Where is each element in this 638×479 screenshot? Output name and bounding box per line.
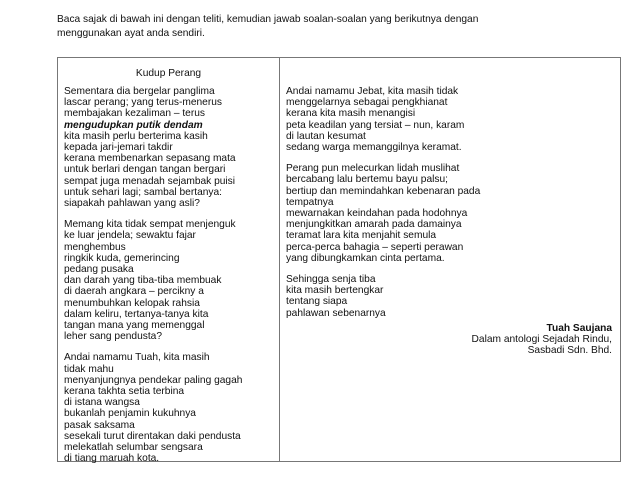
poem-line: pasak saksama bbox=[64, 419, 135, 431]
poem-line: tidak mahu bbox=[64, 363, 114, 375]
poem-line: dan darah yang tiba-tiba membuak bbox=[64, 275, 222, 287]
instruction-text bbox=[57, 13, 617, 41]
poem-line: pahlawan sebenarnya bbox=[286, 307, 386, 319]
instruction-line: Baca sajak di bawah ini dengan teliti, kemudian jawab soalan-soalan yang berikutnya dengan bbox=[57, 14, 479, 25]
poem-line: kita masih perlu berterima kasih bbox=[64, 130, 208, 142]
poem-line: peta keadilan yang tersiat – nun, karam bbox=[286, 119, 465, 131]
stanza bbox=[64, 352, 276, 464]
poem-line: lascar perang; yang terus-menerus bbox=[64, 97, 222, 109]
poem-author: Tuah Saujana bbox=[546, 323, 612, 334]
poem-line: sesekali turut direntakan daki pendusta bbox=[64, 430, 241, 442]
poem-line: yang dibungkamkan cinta pertama. bbox=[286, 252, 445, 264]
stanza bbox=[286, 86, 558, 153]
poem-line: membajakan kezaliman – terus bbox=[64, 108, 205, 120]
poem-line: tentang siapa bbox=[286, 296, 348, 308]
poem-line: menggelarnya sebagai pengkhianat bbox=[286, 97, 448, 109]
poem-line: Perang pun melecurkan lidah muslihat bbox=[286, 163, 460, 175]
poem-line: mengudupkan putik dendam bbox=[64, 119, 203, 131]
attribution bbox=[472, 323, 612, 357]
stanza bbox=[64, 219, 276, 342]
poem-line: kerana kita masih menangisi bbox=[286, 108, 416, 120]
stanza bbox=[64, 86, 276, 209]
poem-line: teramat lara kita menjahit semula bbox=[286, 230, 437, 242]
poem-line: tangan mana yang memenggal bbox=[64, 320, 205, 332]
poem-line: di istana wangsa bbox=[64, 397, 140, 409]
poem-line: dalam keliru, tertanya-tanya kita bbox=[64, 308, 209, 320]
poem-line: ringkik kuda, gemerincing bbox=[64, 252, 180, 264]
poem-line: pedang pusaka bbox=[64, 264, 134, 276]
poem-title: Kudup Perang bbox=[135, 68, 202, 79]
poem-line: leher sang pendusta? bbox=[64, 331, 162, 343]
poem-line: Memang kita tidak sempat menjenguk bbox=[64, 219, 236, 231]
poem-line: tempatnya bbox=[286, 196, 334, 208]
poem-line: mewarnakan keindahan pada hodohnya bbox=[286, 208, 468, 220]
left-stanzas bbox=[64, 86, 276, 475]
poem-right-column bbox=[280, 58, 620, 461]
poem-line: Sementara dia bergelar panglima bbox=[64, 86, 215, 97]
poem-line: menumbuhkan kelopak rahsia bbox=[64, 297, 200, 309]
poem-line: di lautan kesumat bbox=[286, 130, 366, 142]
poem-line: siapakah pahlawan yang asli? bbox=[64, 198, 200, 210]
publisher-line: Sasbadi Sdn. Bhd. bbox=[527, 345, 612, 357]
poem-line: untuk sehari lagi; sambal bertanya: bbox=[64, 186, 222, 198]
poem-line: menyanjungnya pendekar paling gagah bbox=[64, 374, 243, 386]
poem-line: untuk berlari dengan tangan bergari bbox=[64, 164, 226, 176]
poem-line: kerana takhta setia terbina bbox=[64, 386, 185, 398]
poem-line: melekatlah selumbar sengsara bbox=[64, 442, 203, 454]
poem-table bbox=[57, 57, 621, 465]
stanza bbox=[286, 163, 558, 264]
poem-line: Andai namamu Tuah, kita masih bbox=[64, 352, 210, 364]
poem-line: bukanlah penjamin kukuhnya bbox=[64, 408, 196, 420]
poem-line: sempat juga menadah sejambak puisi bbox=[64, 175, 236, 187]
poem-line: Andai namamu Jebat, kita masih tidak bbox=[286, 86, 459, 97]
source-line: Dalam antologi Sejadah Rindu, bbox=[471, 334, 612, 346]
poem-left-column bbox=[58, 58, 280, 465]
poem-line: ke luar jendela; sewaktu fajar bbox=[64, 230, 196, 242]
poem-line: bercabang lalu bertemu bayu palsu; bbox=[286, 174, 448, 186]
stanza bbox=[286, 274, 558, 319]
poem-line: Sehingga senja tiba bbox=[286, 274, 376, 286]
poem-line: perca-perca bahagia – seperti perawan bbox=[286, 241, 464, 253]
poem-line: menghembus bbox=[64, 241, 126, 253]
poem-line: bertiup dan memindahkan kebenaran pada bbox=[286, 185, 481, 197]
poem-line: di tiang maruah kota. bbox=[64, 453, 160, 465]
poem-line: menjungkitkan amarah pada damainya bbox=[286, 219, 462, 231]
instruction-line: menggunakan ayat anda sendiri. bbox=[57, 28, 205, 39]
poem-line: kita masih bertengkar bbox=[286, 285, 384, 297]
poem-line: sedang warga memanggilnya keramat. bbox=[286, 142, 462, 154]
poem-line: kepada jari-jemari takdir bbox=[64, 142, 173, 154]
poem-line: di daerah angkara – percikny a bbox=[64, 286, 204, 298]
right-stanzas bbox=[286, 86, 558, 329]
poem-line: kerana membenarkan sepasang mata bbox=[64, 153, 236, 165]
